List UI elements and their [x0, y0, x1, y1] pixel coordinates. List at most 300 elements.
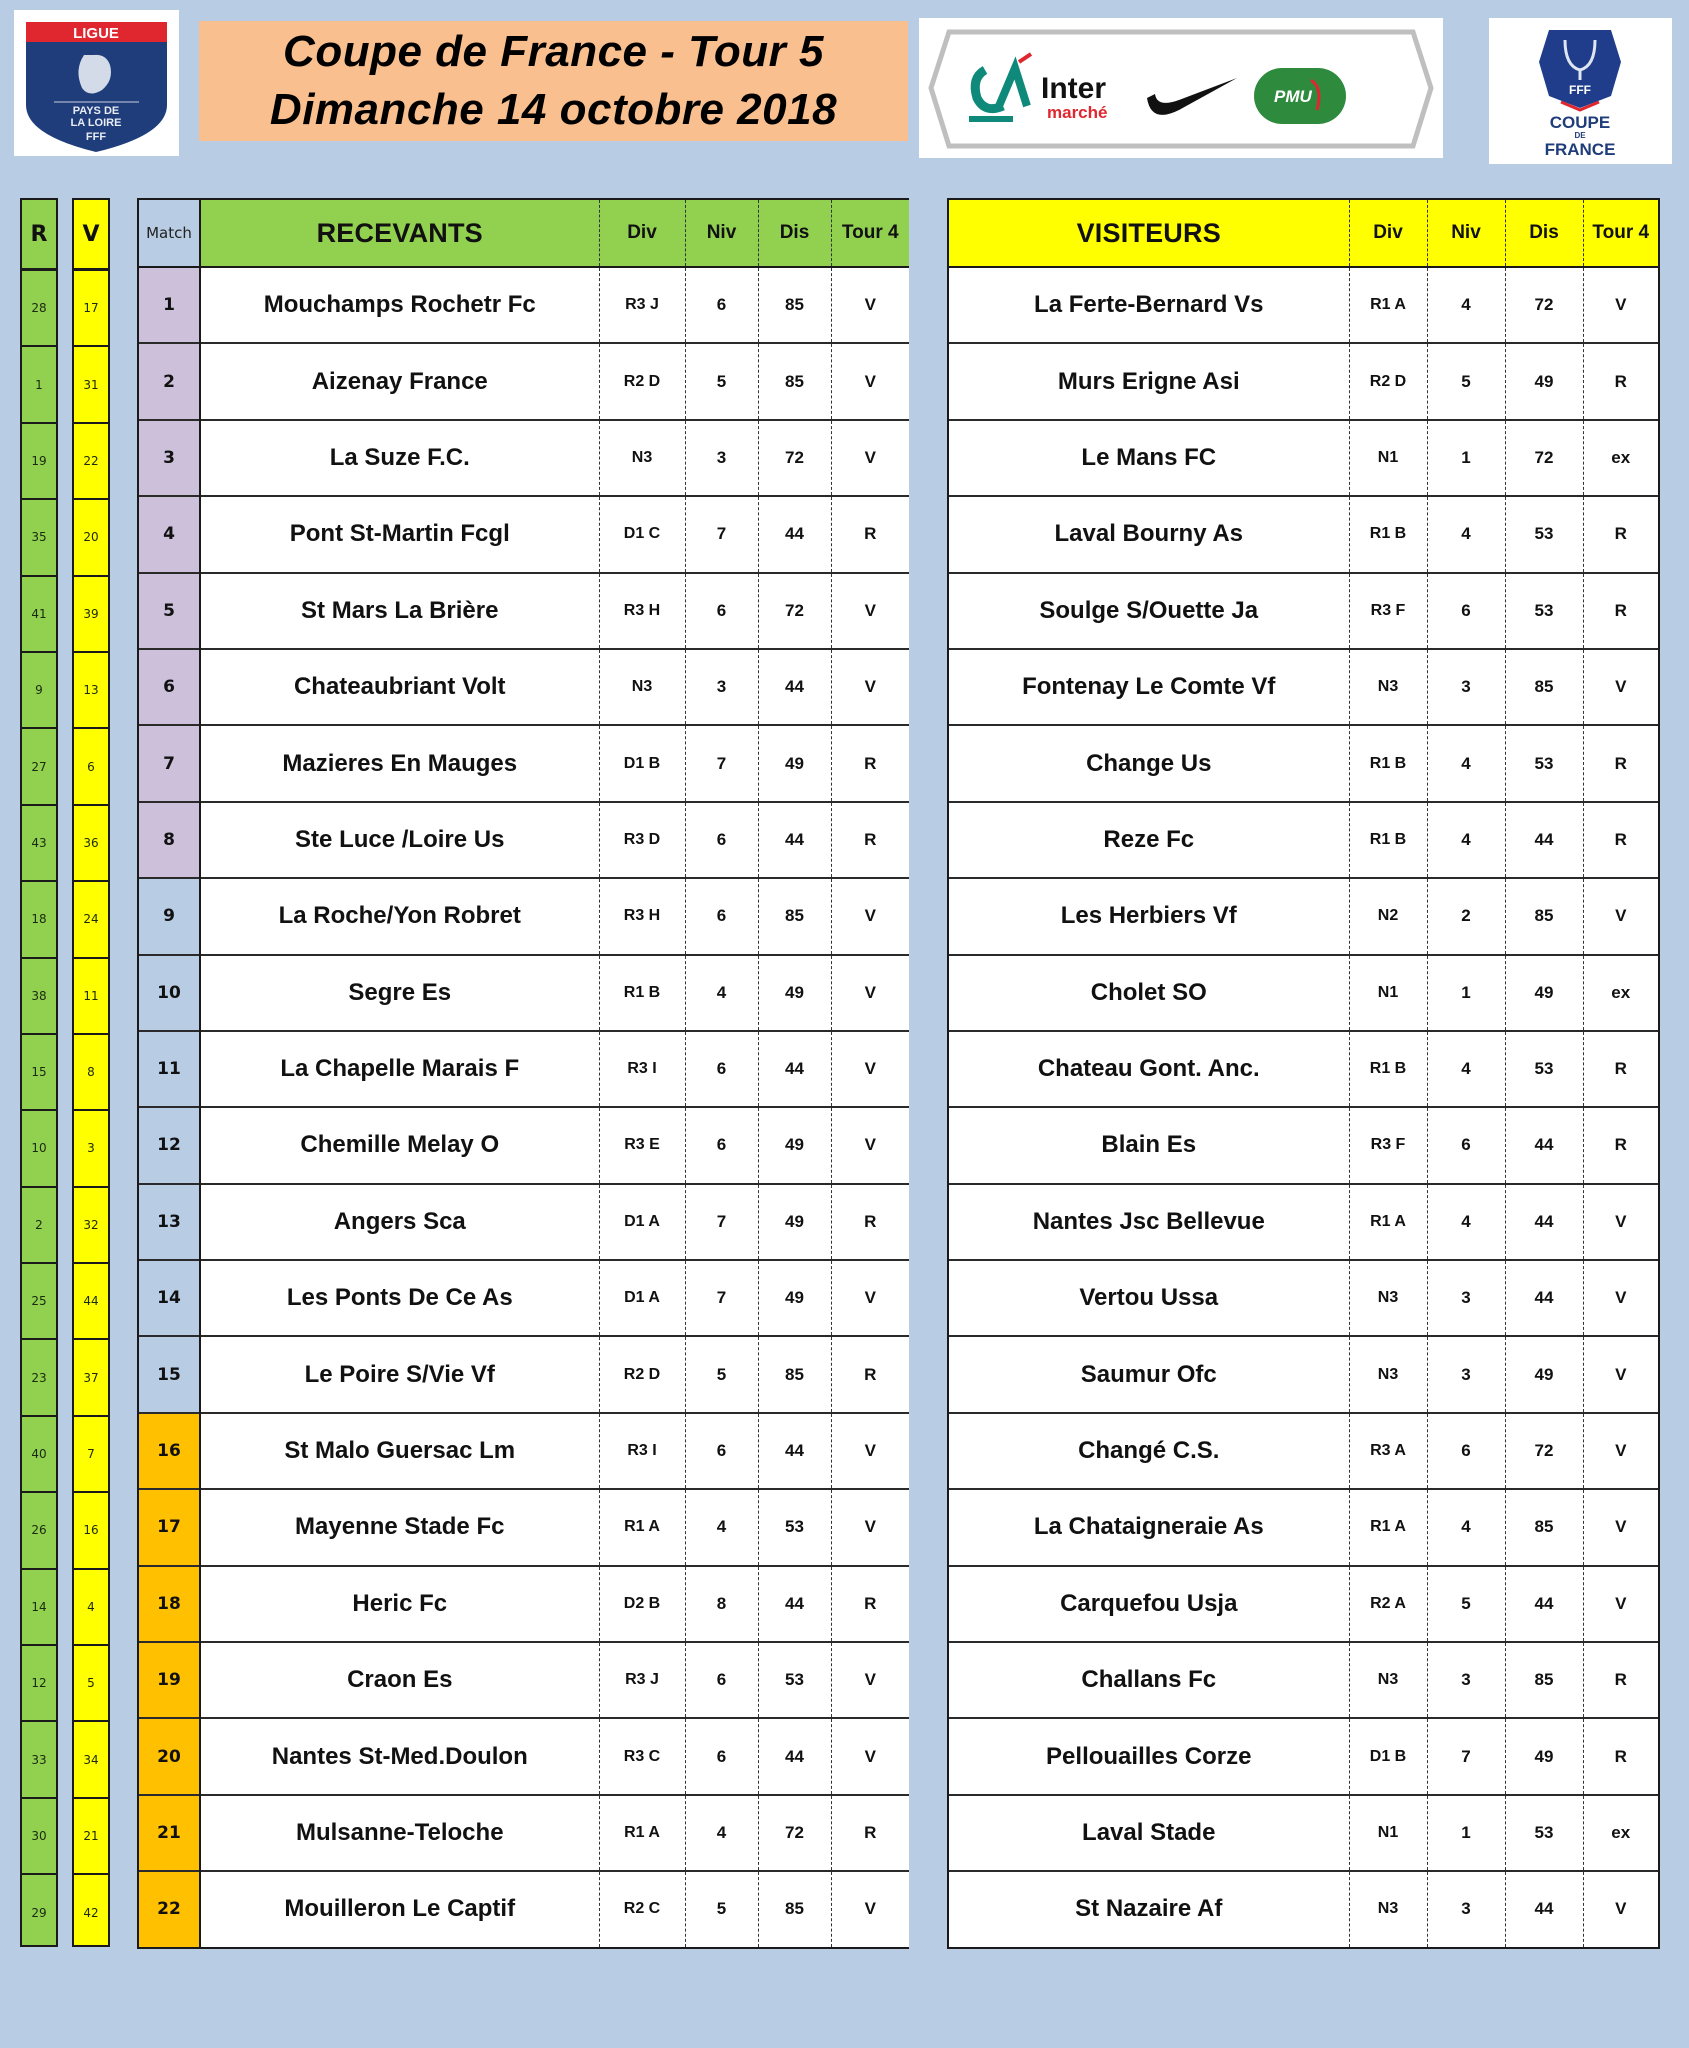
home-division: R3 D [599, 802, 685, 878]
away-division: R1 B [1349, 725, 1427, 801]
ligue-pays-de-la-loire-logo [14, 10, 179, 156]
r-cell: 43 [22, 806, 56, 882]
away-level: 6 [1427, 573, 1505, 649]
v-cell: 44 [74, 1264, 108, 1340]
v-cell: 24 [74, 882, 108, 958]
match-number: 20 [139, 1718, 200, 1794]
match-number: 19 [139, 1642, 200, 1718]
r-column-header: R [22, 200, 56, 271]
home-division: R1 A [599, 1795, 685, 1871]
home-division: D1 A [599, 1184, 685, 1260]
home-table-row [139, 420, 909, 496]
home-team-name: St Mars La Brière [200, 573, 599, 649]
home-tour4-result: V [831, 1031, 909, 1107]
away-table-row [949, 1566, 1658, 1642]
away-tour4-result: V [1583, 1413, 1658, 1489]
away-table-row [949, 1871, 1658, 1946]
away-district: 53 [1505, 496, 1583, 572]
home-district: 44 [758, 1566, 831, 1642]
v-cell: 22 [74, 424, 108, 500]
match-number: 4 [139, 496, 200, 572]
home-team-name: Les Ponts De Ce As [200, 1260, 599, 1336]
home-niv-column-header: Niv [685, 200, 758, 267]
away-district: 49 [1505, 955, 1583, 1031]
away-tour4-result: V [1583, 267, 1658, 343]
home-tour4-result: R [831, 725, 909, 801]
home-table-row [139, 649, 909, 725]
away-district: 49 [1505, 343, 1583, 419]
home-division: R3 H [599, 573, 685, 649]
v-cell: 39 [74, 577, 108, 653]
home-district: 44 [758, 496, 831, 572]
away-division: R3 F [1349, 573, 1427, 649]
home-level: 4 [685, 1489, 758, 1565]
away-district: 85 [1505, 1642, 1583, 1718]
home-division: D2 B [599, 1566, 685, 1642]
home-table-header-row [139, 200, 909, 267]
home-district: 49 [758, 1184, 831, 1260]
r-cell: 12 [22, 1646, 56, 1722]
away-level: 2 [1427, 878, 1505, 954]
home-level: 6 [685, 878, 758, 954]
svg-text:LA LOIRE: LA LOIRE [70, 117, 122, 129]
v-cell: 17 [74, 271, 108, 347]
away-district: 85 [1505, 878, 1583, 954]
away-team-name: Le Mans FC [949, 420, 1349, 496]
home-level: 6 [685, 1413, 758, 1489]
away-tour4-result: V [1583, 1566, 1658, 1642]
away-level: 5 [1427, 1566, 1505, 1642]
r-cell: 30 [22, 1799, 56, 1875]
away-team-name: Challans Fc [949, 1642, 1349, 1718]
home-table-row [139, 1031, 909, 1107]
v-column-header: V [74, 200, 108, 271]
away-division: N1 [1349, 420, 1427, 496]
home-level: 6 [685, 1718, 758, 1794]
v-cell: 31 [74, 347, 108, 423]
home-tour4-column-header: Tour 4 [831, 200, 909, 267]
away-tour4-result: R [1583, 573, 1658, 649]
away-table-row [949, 1031, 1658, 1107]
away-team-name: Vertou Ussa [949, 1260, 1349, 1336]
home-district: 49 [758, 1107, 831, 1183]
away-table-row [949, 1795, 1658, 1871]
away-district: 44 [1505, 1566, 1583, 1642]
away-table-row [949, 1413, 1658, 1489]
home-tour4-result: R [831, 1184, 909, 1260]
home-table-row [139, 1413, 909, 1489]
away-division: N3 [1349, 1260, 1427, 1336]
away-table-header-row [949, 200, 1658, 267]
away-tour4-result: R [1583, 1718, 1658, 1794]
home-table-row [139, 725, 909, 801]
away-table-row [949, 955, 1658, 1031]
away-tour4-result: ex [1583, 955, 1658, 1031]
away-team-name: Nantes Jsc Bellevue [949, 1184, 1349, 1260]
home-tour4-result: R [831, 496, 909, 572]
home-division: D1 C [599, 496, 685, 572]
v-cell: 5 [74, 1646, 108, 1722]
r-cell: 19 [22, 424, 56, 500]
away-tour4-result: V [1583, 1336, 1658, 1412]
home-division: R3 J [599, 1642, 685, 1718]
home-table-row [139, 1642, 909, 1718]
away-table-row [949, 1642, 1658, 1718]
v-cell: 21 [74, 1799, 108, 1875]
v-cell: 6 [74, 729, 108, 805]
r-cell: 38 [22, 959, 56, 1035]
away-team-name: Blain Es [949, 1107, 1349, 1183]
home-team-name: La Suze F.C. [200, 420, 599, 496]
coupe-de-france-logo [1489, 18, 1672, 164]
home-level: 7 [685, 1184, 758, 1260]
home-district: 44 [758, 802, 831, 878]
away-tour4-result: R [1583, 1642, 1658, 1718]
away-div-column-header: Div [1349, 200, 1427, 267]
match-number: 1 [139, 267, 200, 343]
r-cell: 29 [31, 1906, 47, 1921]
away-division: R3 A [1349, 1413, 1427, 1489]
away-team-name: Soulge S/Ouette Ja [949, 573, 1349, 649]
home-level: 5 [685, 343, 758, 419]
match-number: 12 [139, 1107, 200, 1183]
away-division: N3 [1349, 1871, 1427, 1946]
home-division: R1 B [599, 955, 685, 1031]
v-cell: 34 [74, 1722, 108, 1798]
away-tour4-result: R [1583, 802, 1658, 878]
away-table-row [949, 1336, 1658, 1412]
home-dis-column-header: Dis [758, 200, 831, 267]
home-district: 72 [758, 1795, 831, 1871]
v-cell: 20 [74, 500, 108, 576]
away-district: 53 [1505, 1031, 1583, 1107]
away-team-name: Pellouailles Corze [949, 1718, 1349, 1794]
home-division: N3 [599, 420, 685, 496]
home-district: 72 [758, 420, 831, 496]
away-level: 1 [1427, 1795, 1505, 1871]
away-team-name: La Ferte-Bernard Vs [949, 267, 1349, 343]
match-number: 11 [139, 1031, 200, 1107]
home-table-row [139, 802, 909, 878]
home-table-row [139, 496, 909, 572]
away-division: R3 F [1349, 1107, 1427, 1183]
home-team-name: St Malo Guersac Lm [200, 1413, 599, 1489]
credit-agricole-logo-icon [969, 54, 1031, 122]
home-tour4-result: R [831, 1566, 909, 1642]
away-table-row [949, 267, 1658, 343]
away-team-name: Carquefou Usja [949, 1566, 1349, 1642]
home-table-row [139, 1871, 909, 1946]
away-level: 3 [1427, 1260, 1505, 1336]
home-teams-table [137, 198, 909, 1949]
home-team-name: Chemille Melay O [200, 1107, 599, 1183]
away-division: R2 D [1349, 343, 1427, 419]
home-tour4-result: V [831, 1718, 909, 1794]
away-tour4-result: V [1583, 1871, 1658, 1946]
match-column-header: Match [139, 200, 200, 267]
away-division: R1 B [1349, 1031, 1427, 1107]
away-division: R1 A [1349, 1489, 1427, 1565]
match-number: 13 [139, 1184, 200, 1260]
r-cell: 18 [22, 882, 56, 958]
svg-text:PMU: PMU [1274, 87, 1312, 106]
away-level: 3 [1427, 1336, 1505, 1412]
home-tour4-result: V [831, 343, 909, 419]
home-tour4-result: V [831, 955, 909, 1031]
home-team-column-header: RECEVANTS [200, 200, 599, 267]
home-district: 53 [758, 1642, 831, 1718]
away-district: 53 [1505, 725, 1583, 801]
away-table-row [949, 573, 1658, 649]
home-div-column-header: Div [599, 200, 685, 267]
home-team-name: Pont St-Martin Fcgl [200, 496, 599, 572]
svg-text:DE: DE [1574, 131, 1586, 140]
away-table-row [949, 878, 1658, 954]
home-level: 4 [685, 1795, 758, 1871]
home-division: R3 E [599, 1107, 685, 1183]
r-cell: 15 [22, 1035, 56, 1111]
away-tour4-result: V [1583, 878, 1658, 954]
away-team-name: La Chataigneraie As [949, 1489, 1349, 1565]
home-tour4-result: V [831, 573, 909, 649]
home-tour4-result: V [831, 878, 909, 954]
away-district: 53 [1505, 1795, 1583, 1871]
home-district: 85 [758, 1336, 831, 1412]
page-title: Coupe de France - Tour 5 [283, 27, 824, 76]
away-district: 72 [1505, 420, 1583, 496]
home-level: 3 [685, 649, 758, 725]
match-number: 16 [139, 1413, 200, 1489]
r-cell: 1 [22, 347, 56, 423]
away-tour4-result: ex [1583, 420, 1658, 496]
home-team-name: Mouchamps Rochetr Fc [200, 267, 599, 343]
away-table-row [949, 1718, 1658, 1794]
home-district: 72 [758, 573, 831, 649]
away-table-row [949, 343, 1658, 419]
home-level: 6 [685, 802, 758, 878]
v-cell: 7 [74, 1417, 108, 1493]
away-tour4-result: V [1583, 1489, 1658, 1565]
away-district: 44 [1505, 802, 1583, 878]
away-level: 4 [1427, 1489, 1505, 1565]
r-cell: 10 [22, 1111, 56, 1187]
away-division: D1 B [1349, 1718, 1427, 1794]
away-table-row [949, 496, 1658, 572]
home-level: 3 [685, 420, 758, 496]
home-division: N3 [599, 649, 685, 725]
v-cell: 11 [74, 959, 108, 1035]
home-table-row [139, 1489, 909, 1565]
match-number: 7 [139, 725, 200, 801]
home-tour4-result: V [831, 267, 909, 343]
home-district: 44 [758, 1031, 831, 1107]
away-district: 44 [1505, 1107, 1583, 1183]
sponsors-banner [919, 18, 1443, 158]
home-tour4-result: V [831, 1871, 909, 1946]
away-division: N1 [1349, 1795, 1427, 1871]
home-team-name: La Chapelle Marais F [200, 1031, 599, 1107]
home-table-row [139, 573, 909, 649]
away-niv-column-header: Niv [1427, 200, 1505, 267]
home-tour4-result: V [831, 649, 909, 725]
away-table-row [949, 802, 1658, 878]
away-team-name: St Nazaire Af [949, 1871, 1349, 1946]
home-team-name: Aizenay France [200, 343, 599, 419]
home-level: 5 [685, 1871, 758, 1946]
home-tour4-result: R [831, 802, 909, 878]
away-level: 4 [1427, 496, 1505, 572]
home-district: 49 [758, 955, 831, 1031]
away-table-row [949, 1184, 1658, 1260]
svg-text:COUPE: COUPE [1549, 113, 1611, 132]
home-table-row [139, 878, 909, 954]
home-level: 7 [685, 1260, 758, 1336]
away-dis-column-header: Dis [1505, 200, 1583, 267]
cdf-trophy-icon [1489, 18, 1672, 164]
home-division: R3 I [599, 1413, 685, 1489]
away-division: N3 [1349, 1642, 1427, 1718]
r-cell: 9 [22, 653, 56, 729]
match-number: 6 [139, 649, 200, 725]
match-number: 18 [139, 1566, 200, 1642]
home-district: 85 [758, 267, 831, 343]
away-division: N1 [1349, 955, 1427, 1031]
home-table-row [139, 1795, 909, 1871]
away-level: 3 [1427, 1871, 1505, 1946]
home-team-name: Chateaubriant Volt [200, 649, 599, 725]
home-division: R2 C [599, 1871, 685, 1946]
v-cell: 3 [74, 1111, 108, 1187]
match-number: 17 [139, 1489, 200, 1565]
ligue-shield-icon [14, 10, 179, 156]
away-tour4-result: V [1583, 1184, 1658, 1260]
home-tour4-result: R [831, 1336, 909, 1412]
match-number: 14 [139, 1260, 200, 1336]
away-tour4-result: R [1583, 1031, 1658, 1107]
home-division: R2 D [599, 1336, 685, 1412]
home-level: 6 [685, 1642, 758, 1718]
match-number: 2 [139, 343, 200, 419]
v-cell: 16 [74, 1493, 108, 1569]
away-level: 5 [1427, 343, 1505, 419]
away-team-name: Murs Erigne Asi [949, 343, 1349, 419]
home-team-name: Nantes St-Med.Doulon [200, 1718, 599, 1794]
away-tour4-result: R [1583, 1107, 1658, 1183]
away-district: 72 [1505, 1413, 1583, 1489]
home-table-row [139, 343, 909, 419]
r-cell: 27 [22, 729, 56, 805]
away-level: 4 [1427, 802, 1505, 878]
home-level: 4 [685, 955, 758, 1031]
r-cell: 33 [22, 1722, 56, 1798]
home-division: R2 D [599, 343, 685, 419]
away-level: 4 [1427, 1031, 1505, 1107]
home-tour4-result: R [831, 1795, 909, 1871]
away-tour4-result: V [1583, 649, 1658, 725]
home-tour4-result: V [831, 1260, 909, 1336]
home-table-row [139, 1566, 909, 1642]
home-district: 85 [758, 343, 831, 419]
v-cell: 8 [74, 1035, 108, 1111]
match-number: 21 [139, 1795, 200, 1871]
away-tour4-result: R [1583, 725, 1658, 801]
away-team-name: Les Herbiers Vf [949, 878, 1349, 954]
away-table-row [949, 649, 1658, 725]
away-division: N3 [1349, 649, 1427, 725]
away-district: 85 [1505, 649, 1583, 725]
home-level: 6 [685, 267, 758, 343]
home-district: 44 [758, 649, 831, 725]
r-cell: 35 [22, 500, 56, 576]
away-table-row [949, 725, 1658, 801]
match-number: 10 [139, 955, 200, 1031]
home-table-row [139, 1184, 909, 1260]
home-level: 6 [685, 573, 758, 649]
r-cell: 26 [22, 1493, 56, 1569]
away-district: 44 [1505, 1260, 1583, 1336]
pmu-logo-icon [1254, 68, 1346, 124]
away-tour4-result: R [1583, 343, 1658, 419]
home-table-row [139, 955, 909, 1031]
r-column [20, 198, 58, 1947]
away-district: 72 [1505, 267, 1583, 343]
match-number: 8 [139, 802, 200, 878]
home-table-row [139, 267, 909, 343]
away-district: 49 [1505, 1718, 1583, 1794]
home-division: R3 H [599, 878, 685, 954]
away-division: R1 A [1349, 267, 1427, 343]
v-cell: 42 [83, 1906, 99, 1921]
home-team-name: La Roche/Yon Robret [200, 878, 599, 954]
away-level: 4 [1427, 267, 1505, 343]
away-division: N2 [1349, 878, 1427, 954]
r-cell: 28 [22, 271, 56, 347]
away-teams-table [947, 198, 1660, 1949]
home-district: 85 [758, 1871, 831, 1946]
away-level: 3 [1427, 1642, 1505, 1718]
home-tour4-result: V [831, 1413, 909, 1489]
away-tour4-column-header: Tour 4 [1583, 200, 1658, 267]
away-team-name: Laval Bourny As [949, 496, 1349, 572]
v-cell: 37 [74, 1340, 108, 1416]
home-district: 44 [758, 1718, 831, 1794]
svg-text:Inter: Inter [1041, 72, 1107, 105]
svg-text:FFF: FFF [1569, 83, 1591, 97]
away-team-name: Cholet SO [949, 955, 1349, 1031]
away-division: N3 [1349, 1336, 1427, 1412]
home-team-name: Angers Sca [200, 1184, 599, 1260]
home-division: R1 A [599, 1489, 685, 1565]
r-cell: 41 [22, 577, 56, 653]
home-district: 49 [758, 1260, 831, 1336]
away-table-row [949, 1489, 1658, 1565]
home-table-row [139, 1718, 909, 1794]
away-division: R1 B [1349, 802, 1427, 878]
away-team-name: Laval Stade [949, 1795, 1349, 1871]
away-level: 4 [1427, 1184, 1505, 1260]
home-table-row [139, 1336, 909, 1412]
match-number: 5 [139, 573, 200, 649]
nike-swoosh-icon [1147, 78, 1237, 115]
svg-text:PAYS DE: PAYS DE [72, 105, 120, 117]
home-tour4-result: V [831, 1489, 909, 1565]
away-table-row [949, 420, 1658, 496]
home-tour4-result: V [831, 1107, 909, 1183]
home-division: R3 I [599, 1031, 685, 1107]
match-number: 15 [139, 1336, 200, 1412]
r-cell: 2 [22, 1188, 56, 1264]
home-team-name: Ste Luce /Loire Us [200, 802, 599, 878]
